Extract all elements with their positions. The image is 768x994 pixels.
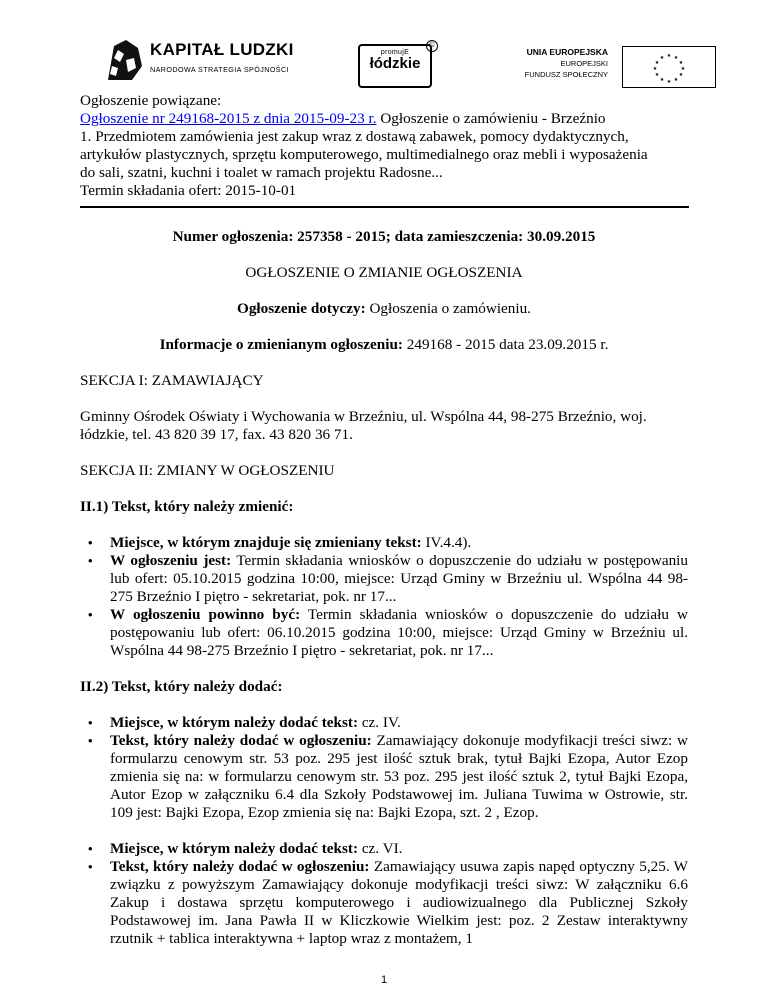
- related-label: Ogłoszenie powiązane:: [80, 92, 222, 109]
- related-notice-link[interactable]: Ogłoszenie nr 249168-2015 z dnia 2015-09-23 r.: [80, 110, 377, 127]
- notice-concerns-label: Ogłoszenie dotyczy:: [237, 300, 366, 317]
- item-text: Termin składania wniosków o dopuszczenie do udziału w postępowaniu lub ofert: 06.10.2015 godzina 10:00, miejsce: Urząd Gminy w Brzeźniu ul. Wspólna 44 98-275 Brzeźnio I piętro - sekretariat, pok. nr 17...: [110, 606, 688, 659]
- notice-concerns: [80, 300, 688, 318]
- svg-text:★: ★: [654, 60, 660, 66]
- svg-text:★: ★: [678, 60, 684, 66]
- list-item: [80, 534, 688, 552]
- svg-text:★: ★: [680, 66, 686, 72]
- list-item: [80, 732, 688, 822]
- item-text: cz. VI.: [361, 840, 403, 857]
- promuje-lodzkie-logo: [358, 42, 435, 88]
- section1-address-line: łódzkie, tel. 43 820 39 17, fax. 43 820 36 71.: [80, 426, 353, 443]
- item-label: W ogłoszeniu powinno być:: [110, 606, 301, 623]
- svg-text:★: ★: [659, 55, 665, 61]
- list-item: [80, 840, 688, 858]
- notice-info-value: 249168 - 2015 data 23.09.2015 r.: [406, 336, 609, 353]
- notice-info: [80, 336, 688, 354]
- item-text: Zamawiający usuwa zapis napęd optyczny 5,25. W związku z powyższym Zamawiający dokonuje modyfikacji treści siwz: W załączniku 6.6 Zakup i dostawa sprzętu komputerowego i audiowizualnego dla Publicznej Szkoły Podstawowej im. Jana Pawła II w Kliczkowie Wielkim jest: poz. 2 Zestaw interaktywny rzutnik + tablica interaktywna + laptop wraz z montażem, 1: [110, 858, 689, 947]
- sub2-list-1: [80, 714, 688, 822]
- kapital-ludzki-subtitle: NARODOWA STRATEGIA SPÓJNOŚCI: [150, 65, 289, 74]
- list-item: [80, 552, 688, 606]
- item-label: Tekst, który należy dodać w ogłoszeniu:: [110, 732, 372, 749]
- lodzkie-main-text: łódzkie: [369, 55, 421, 72]
- item-text: IV.4.4).: [425, 534, 472, 551]
- section1-title: SEKCJA I: ZAMAWIAJĄCY: [80, 372, 264, 389]
- lodzkie-small-text: promujE: [380, 49, 410, 56]
- section1-address-line: Gminny Ośrodek Oświaty i Wychowania w Brzeźniu, ul. Wspólna 44, 98-275 Brzeźnio, woj.: [80, 408, 647, 425]
- kapital-ludzki-title: KAPITAŁ LUDZKI: [150, 40, 294, 59]
- svg-text:★: ★: [652, 66, 658, 72]
- sub2-title: II.2) Tekst, który należy dodać:: [80, 678, 283, 695]
- document-header: [0, 0, 768, 92]
- svg-text:★: ★: [673, 77, 679, 83]
- item-label: Miejsce, w którym należy dodać tekst:: [110, 714, 359, 731]
- item-label: Tekst, który należy dodać w ogłoszeniu:: [110, 858, 370, 875]
- related-link-after: Ogłoszenie o zamówieniu - Brzeźnio: [380, 110, 606, 127]
- eu-flag-icon: [622, 46, 716, 88]
- svg-text:★: ★: [666, 79, 672, 85]
- sub1-list: [80, 534, 688, 660]
- related-desc-line: 1. Przedmiotem zamówienia jest zakup wraz z dostawą zabawek, pomocy dydaktycznych,: [80, 128, 629, 145]
- registered-icon: ©: [426, 40, 438, 52]
- notice-heading: OGŁOSZENIE O ZMIANIE OGŁOSZENIA: [245, 264, 523, 281]
- item-label: Miejsce, w którym znajduje się zmieniany tekst:: [110, 534, 422, 551]
- svg-text:★: ★: [678, 72, 684, 78]
- svg-text:★: ★: [673, 55, 679, 61]
- related-link-line: [80, 110, 688, 128]
- divider: [80, 206, 689, 208]
- page-number: 1: [380, 974, 388, 986]
- kapital-ludzki-logo: [104, 36, 304, 84]
- kapital-ludzki-emblem-icon: [104, 36, 146, 84]
- item-label: W ogłoszeniu jest:: [110, 552, 232, 569]
- related-desc-line: do sali, szatni, kuchni i toalet w ramach projektu Radosne...: [80, 164, 443, 181]
- svg-text:★: ★: [666, 53, 672, 59]
- item-text: Termin składania wniosków o dopuszczenie do udziału w postępowaniu lub ofert: 05.10.2015 godzina 10:00, miejsce: Urząd Gminy w Brzeźniu ul. Wspólna 44 98-275 Brzeźnio I piętro - sekretariat, pok. nr 17...: [110, 552, 688, 605]
- item-label: Miejsce, w którym należy dodać tekst:: [110, 840, 359, 857]
- section2-title: SEKCJA II: ZMIANY W OGŁOSZENIU: [80, 462, 335, 479]
- list-item: [80, 714, 688, 732]
- svg-text:★: ★: [654, 72, 660, 78]
- svg-text:★: ★: [659, 77, 665, 83]
- notice-info-label: Informacje o zmienianym ogłoszeniu:: [159, 336, 403, 353]
- list-item: [80, 858, 688, 948]
- related-desc-line: artykułów plastycznych, sprzętu komputerowego, multimedialnego oraz mebli i wyposażenia: [80, 146, 648, 163]
- document-body: [80, 92, 688, 948]
- notice-number: Numer ogłoszenia: 257358 - 2015; data zamieszczenia: 30.09.2015: [172, 228, 596, 245]
- sub1-title: II.1) Tekst, który należy zmienić:: [80, 498, 294, 515]
- eu-line-3: FUNDUSZ SPOŁECZNY: [524, 70, 608, 79]
- eu-logo: [524, 46, 712, 86]
- eu-line-1: UNIA EUROPEJSKA: [526, 47, 608, 57]
- item-text: Zamawiający dokonuje modyfikacji treści siwz: w formularzu cenowym str. 53 poz. 295 jest ilość sztuk brak, tytuł Bajki Ezopa, Autor Ezop zmienia się na: w formularzu cenowym str. 53 poz. 295 jest ilość sztuk 2, tytuł Bajki Ezopa, Autor Ezop w załączniku 6.4 dla Szkoły Podstawowej im. Juliana Tuwima w Ostrowie, str. 109 jest: Bajki Ezopa, Ezop zmienia się na: Bajki Ezopa, szt. 2 , Ezop.: [110, 732, 688, 821]
- eu-line-2: EUROPEJSKI: [560, 59, 608, 68]
- notice-concerns-value: Ogłoszenia o zamówieniu.: [369, 300, 531, 317]
- related-deadline: Termin składania ofert: 2015-10-01: [80, 182, 297, 199]
- item-text: cz. IV.: [361, 714, 401, 731]
- sub2-list-2: [80, 840, 688, 948]
- list-item: [80, 606, 688, 660]
